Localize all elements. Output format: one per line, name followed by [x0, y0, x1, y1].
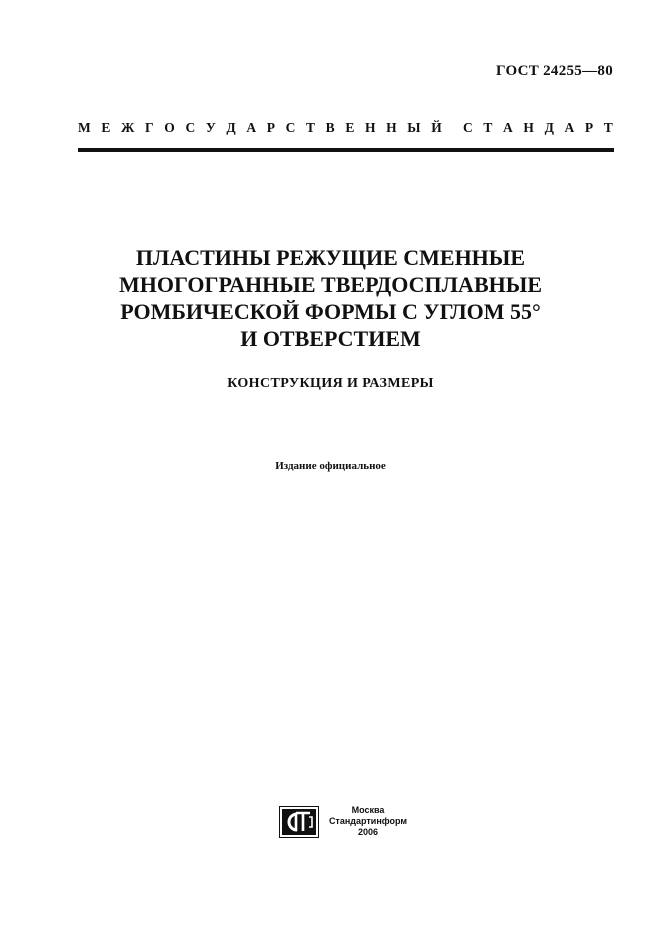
heading-letter: Т: [483, 120, 493, 135]
document-subtitle: КОНСТРУКЦИЯ И РАЗМЕРЫ: [227, 376, 434, 391]
heading-letter: Р: [584, 120, 594, 135]
title-line: МНОГОГРАННЫЕ ТВЕРДОСПЛАВНЫЕ: [118, 272, 543, 297]
heading-letter: Т: [306, 120, 316, 135]
heading-letter: С: [462, 120, 473, 135]
title-line: И ОТВЕРСТИЕМ: [240, 326, 421, 351]
heading-letter: Д: [226, 120, 236, 135]
document-title: [60, 244, 601, 352]
publisher-block: [328, 805, 408, 838]
heading-letter: А: [564, 120, 575, 135]
heading-letter: Н: [523, 120, 534, 135]
heading-letter: У: [205, 120, 216, 135]
heading-letter: А: [503, 120, 513, 135]
heading-letter: Т: [603, 120, 613, 135]
heading-letter: М: [78, 120, 91, 135]
heading-letter: С: [185, 120, 196, 135]
heading-letter: Р: [266, 120, 275, 135]
heading-letter: Е: [345, 120, 355, 135]
publisher-year: 2006: [357, 827, 379, 837]
edition-label: Издание официальное: [275, 460, 386, 472]
title-line: РОМБИЧЕСКОЙ ФОРМЫ С УГЛОМ 55°: [120, 299, 541, 324]
heading-letter: Н: [364, 120, 376, 135]
heading-letter: О: [164, 120, 175, 135]
heading-letter: С: [285, 120, 296, 135]
heading-letter: А: [246, 120, 257, 135]
heading-letter: Г: [145, 120, 154, 135]
publisher-name: Стандартинформ: [328, 816, 408, 826]
standartinform-logo-icon: [279, 806, 319, 838]
heading-letter: Й: [431, 120, 442, 135]
heading-letter: Н: [386, 120, 397, 135]
heading-letter: Ж: [121, 120, 135, 135]
heading-letter: Ы: [407, 120, 421, 135]
document-number: ГОСТ 24255—80: [495, 63, 613, 79]
heading-letter: Д: [544, 120, 554, 135]
header-divider: [78, 148, 614, 152]
heading-letter: Е: [101, 120, 111, 135]
heading-letter: В: [325, 120, 335, 135]
publisher-city: Москва: [351, 805, 385, 815]
standard-type-heading: [78, 120, 613, 136]
title-line: ПЛАСТИНЫ РЕЖУЩИЕ СМЕННЫЕ: [135, 245, 526, 270]
